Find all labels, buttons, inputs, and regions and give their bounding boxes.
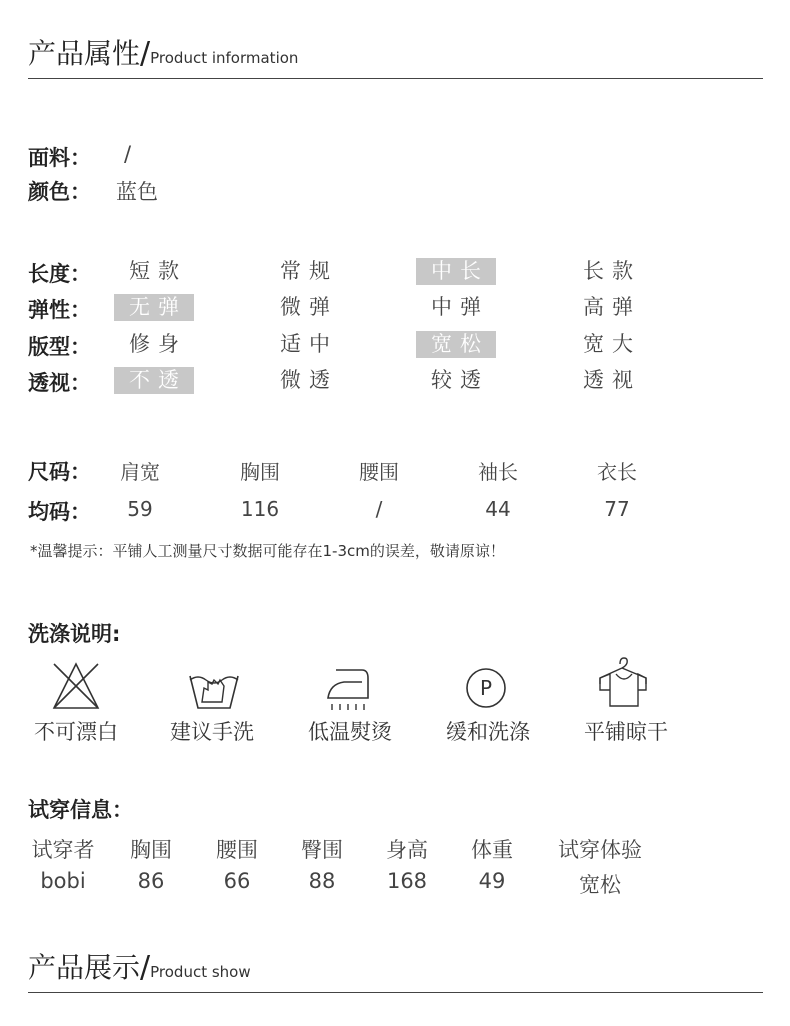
attribute-label: 弹性： [28, 298, 91, 322]
size-column-header: 肩宽 [120, 460, 160, 484]
attribute-label: 长度： [28, 262, 91, 286]
tryon-value: 168 [386, 869, 428, 893]
size-column-header: 袖长 [478, 460, 518, 484]
wash-title: 洗涤说明: [28, 622, 121, 646]
attribute-option: 长款 [583, 259, 641, 283]
header-title-en: Product information [150, 49, 299, 67]
tryon-title: 试穿信息： [28, 798, 133, 822]
size-header-label: 尺码： [28, 460, 91, 484]
attribute-option-selected: 无弹 [114, 294, 194, 321]
wash-label-flat-dry: 平铺晾干 [584, 720, 668, 744]
section-header-product-show [28, 946, 251, 986]
header2-title-cn: 产品展示 [28, 951, 141, 984]
color-value: 蓝色 [116, 180, 158, 204]
flat-dry-icon [594, 656, 654, 716]
size-value: 59 [127, 497, 153, 521]
attribute-option: 较透 [431, 368, 489, 392]
no-bleach-icon [48, 658, 108, 718]
tryon-header: 臀围 [301, 838, 343, 862]
attribute-option-selected: 不透 [114, 367, 194, 394]
wash-label-hand-wash: 建议手洗 [170, 720, 254, 744]
measurement-note: *温馨提示：平铺人工测量尺寸数据可能存在1-3cm的误差，敬请原谅！ [30, 542, 505, 560]
attribute-option: 宽大 [583, 332, 641, 356]
tryon-header: 腰围 [216, 838, 258, 862]
tryon-header: 身高 [386, 838, 428, 862]
header-title-cn: 产品属性 [28, 37, 141, 70]
low-iron-icon [322, 660, 382, 720]
attribute-option: 高弹 [583, 295, 641, 319]
tryon-header: 试穿体验 [558, 838, 642, 862]
size-column-header: 腰围 [359, 460, 399, 484]
color-label: 颜色： [28, 180, 91, 204]
fabric-value: / [124, 142, 132, 166]
header-slash: / [140, 36, 151, 71]
attribute-option: 微弹 [280, 295, 338, 319]
size-column-header: 衣长 [597, 460, 637, 484]
tryon-header: 体重 [471, 838, 513, 862]
attribute-label: 版型： [28, 335, 91, 359]
size-value: 77 [604, 497, 630, 521]
size-row-label: 均码： [28, 500, 91, 524]
dry-clean-symbol: P [479, 676, 493, 700]
attribute-option: 常规 [280, 259, 338, 283]
header-divider [28, 78, 763, 79]
size-column-header: 胸围 [240, 460, 280, 484]
attribute-option: 修身 [129, 332, 187, 356]
tryon-value: 宽松 [579, 873, 621, 897]
tryon-value: bobi [40, 869, 86, 893]
tryon-value: 66 [223, 869, 251, 893]
attribute-option-selected: 中长 [416, 258, 496, 285]
fabric-label: 面料： [28, 146, 91, 170]
tryon-value: 86 [137, 869, 165, 893]
tryon-value: 88 [308, 869, 336, 893]
size-value: / [375, 497, 383, 521]
wash-label-no-bleach: 不可漂白 [34, 720, 118, 744]
header2-divider [28, 992, 763, 993]
tryon-header: 胸围 [130, 838, 172, 862]
tryon-value: 49 [478, 869, 506, 893]
attribute-option-selected: 宽松 [416, 331, 496, 358]
size-value: 116 [240, 497, 280, 521]
wash-label-gentle-wash: 缓和洗涤 [446, 720, 530, 744]
attribute-option: 适中 [280, 332, 338, 356]
header2-title-en: Product show [150, 963, 251, 981]
attribute-option: 透视 [583, 368, 641, 392]
dry-clean-p-icon [458, 660, 518, 720]
hand-wash-icon [186, 662, 246, 722]
section-header-product-info [28, 32, 298, 72]
size-value: 44 [485, 497, 511, 521]
attribute-label: 透视： [28, 371, 91, 395]
attribute-option: 微透 [280, 368, 338, 392]
tryon-header: 试穿者 [31, 838, 95, 862]
header2-slash: / [140, 950, 151, 985]
attribute-option: 短款 [129, 259, 187, 283]
wash-label-low-iron: 低温熨烫 [308, 720, 392, 744]
attribute-option: 中弹 [431, 295, 489, 319]
